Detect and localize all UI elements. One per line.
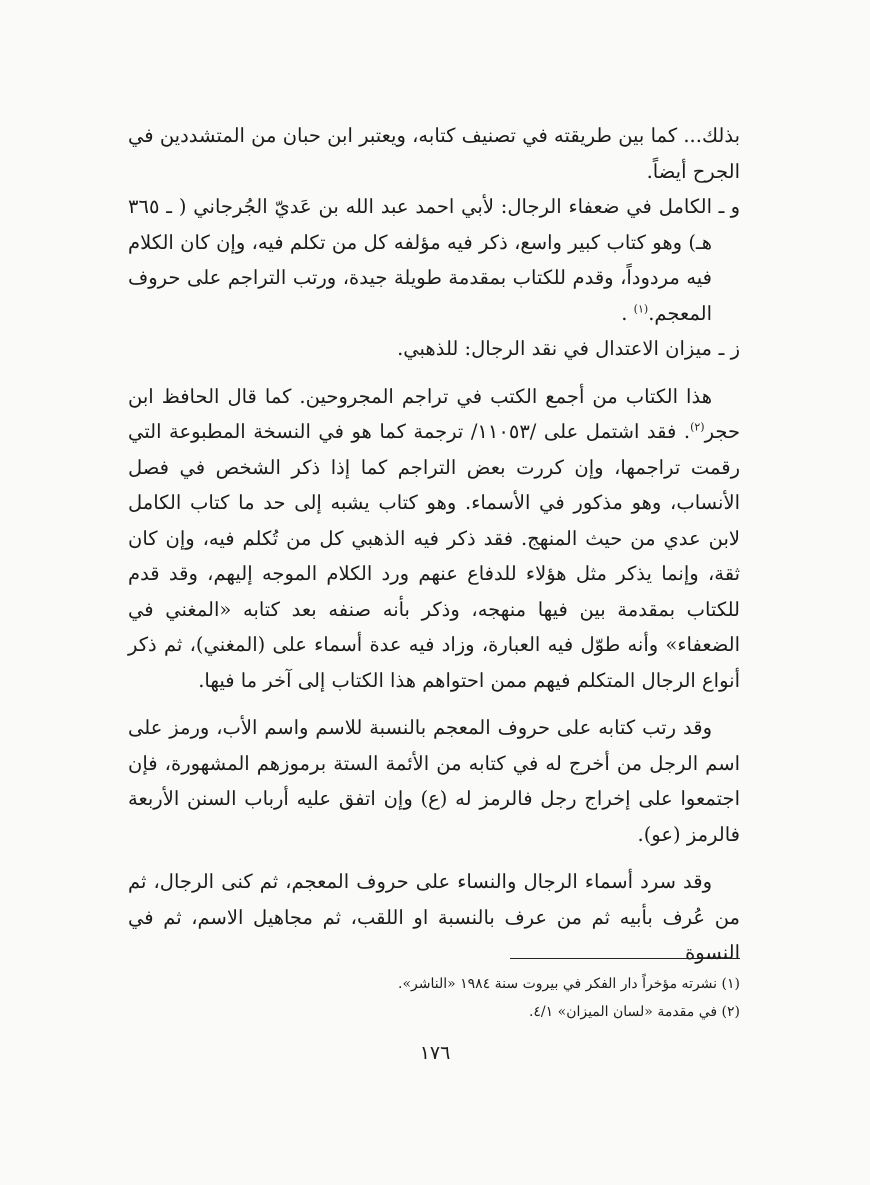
kamil-description: الكامل في ضعفاء الرجال: لأبي احمد عبد الله بن عَديّ الجُرجاني ( ـ ٣٦٥ هـ) وهو كتاب كبير واسع، ذكر فيه مؤلفه كل من تكلم فيه، وإن كان الكلام فيه مردوداً، وقدم للكتاب بمقدمة طويلة جيدة، ورتب التراجم على حروف المعجم. <box>128 195 712 325</box>
intro-paragraph: بذلك... كما بين طريقته في تصنيف كتابه، ويعتبر ابن حبان من المتشددين في الجرح أيضاً. <box>128 124 740 183</box>
list-marker-zay: ز ـ <box>718 337 740 360</box>
footnote-ref-1[interactable]: (١) <box>633 302 649 315</box>
page-number: ١٧٦ <box>419 1042 451 1064</box>
main-text <box>128 118 740 971</box>
footnote-number: (١) <box>721 976 740 992</box>
footnote-number: (٢) <box>721 1004 740 1020</box>
footnote-text: في مقدمة «لسان الميزان» ٤/١. <box>528 1004 718 1020</box>
list-text-zay: ميزان الاعتدال في نقد الرجال: للذهبي. <box>397 337 712 360</box>
order-paragraph: وقد سرد أسماء الرجال والنساء على حروف المعجم، ثم كنى الرجال، ثم من عُرف بأبيه ثم من عرف بالنسبة او اللقب، ثم مجاهيل الاسم، ثم في النسوة <box>128 870 740 964</box>
footnote-text: نشرته مؤخراً دار الفكر في بيروت سنة ١٩٨٤ «الناشر». <box>398 976 718 992</box>
footnote-2 <box>128 998 740 1026</box>
list-item-waw <box>128 189 740 331</box>
mizan-paragraph <box>128 379 740 699</box>
list-text-waw <box>128 189 712 331</box>
list-marker-waw: و ـ <box>718 195 740 218</box>
mizan-lead: هذا الكتاب من أجمع الكتب في تراجم المجروحين. كما قال الحافظ ابن حجر <box>128 384 740 443</box>
mizan-rest: . فقد اشتمل على /١١٠٥٣/ ترجمة كما هو في النسخة المطبوعة التي رقمت تراجمها، وإن كررت بعض التراجم كما إذا ذكر الشخص في فصل الأنساب، وهو مذكور في الأسماء. وهو كتاب يشبه إلى حد ما كتاب الكامل لابن عدي من حيث المنهج. فقد ذكر فيه الذهبي كل من تُكلم فيه، وإن كان ثقة، وإنما يذكر مثل هؤلاء للدفاع عنهم ورد الكلام الموجه إليهم، وقد قدم للكتاب بمقدمة بين فيها منهجه، وذكر بأنه صنفه بعد كتابه «المغني في الضعفاء» وأنه طوّل فيه العبارة، وزاد فيه عدة أسماء على (المغني)، ثم ذكر أنواع الرجال المتكلم فيهم ممن احتواهم هذا الكتاب إلى آخر ما فيها. <box>128 420 740 692</box>
list-item-zay <box>128 331 740 367</box>
kamil-end: . <box>621 301 628 325</box>
footnote-1 <box>128 970 740 998</box>
footnote-divider <box>510 958 740 959</box>
footnotes <box>128 970 740 1026</box>
arrangement-paragraph: وقد رتب كتابه على حروف المعجم بالنسبة للاسم واسم الأب، ورمز على اسم الرجل من أخرج له في كتابه من الأئمة الستة برموزهم المشهورة، فإن اجتمعوا على إخراج رجل فالرمز له (ع) وإن اتفق عليه أرباب السنن الأربعة فالرمز (عو). <box>128 716 740 846</box>
footnote-ref-2[interactable]: (٢) <box>690 420 705 434</box>
